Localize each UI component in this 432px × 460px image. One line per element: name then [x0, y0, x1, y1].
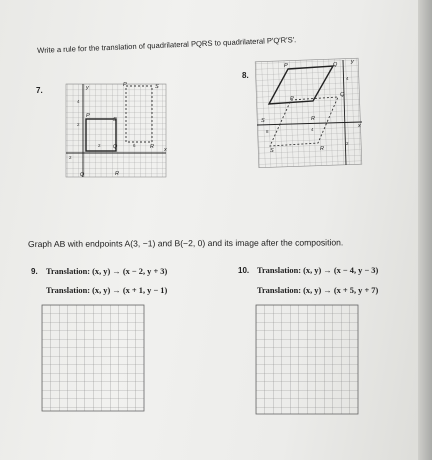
label-R-prime: R — [320, 146, 324, 152]
graph-7 — [66, 82, 167, 178]
tick-label: 4 — [311, 127, 314, 132]
label-Q-prime: Q — [113, 144, 118, 150]
label-P-prime: P — [290, 96, 294, 102]
tick-label: 2 — [77, 122, 80, 127]
graph-8 — [255, 58, 362, 168]
problem-9-translation-2: Translation: (x, y) → (x + 1, y − 1) — [46, 286, 168, 295]
problem-8-number: 8. — [242, 71, 249, 80]
label-y: y — [86, 85, 89, 91]
tick-label: 4 — [346, 76, 349, 81]
label-x: x — [358, 123, 361, 129]
label-Q: Q — [80, 172, 85, 178]
label-y: y — [351, 59, 354, 65]
label-x: x — [164, 147, 167, 153]
tick-label: 2 — [98, 143, 101, 148]
label-S-prime: S — [270, 148, 274, 154]
tick-label: 4 — [77, 99, 80, 104]
label-P: P — [284, 63, 288, 69]
problem-10-number: 10. — [238, 266, 250, 275]
tick-label: 6 — [133, 143, 136, 148]
tick-label: 2 — [346, 141, 349, 146]
label-P-prime: P — [123, 82, 127, 88]
graph-grid-9[interactable] — [42, 305, 144, 411]
tick-label: 8 — [266, 129, 269, 134]
problem-10-translation-1: Translation: (x, y) → (x − 4, y − 3) — [257, 266, 379, 275]
graph-grid-10[interactable] — [256, 305, 358, 414]
label-R: R — [311, 116, 315, 122]
label-P: P — [86, 113, 90, 119]
label-Q: Q — [333, 62, 338, 68]
problem-7-number: 7. — [36, 86, 43, 95]
label-S-prime: S — [155, 84, 159, 90]
label-S: S — [113, 117, 117, 123]
instruction-rule: Write a rule for the translation of quadrilateral PQRS to quadrilateral P′Q′R′S′. — [37, 35, 297, 55]
label-R: R — [115, 171, 119, 177]
instruction-graph: Graph AB with endpoints A(3, −1) and B(−2, 0) and its image after the composition. — [28, 237, 344, 249]
problem-10-translation-2: Translation: (x, y) → (x + 5, y + 7) — [257, 286, 379, 295]
problem-9-translation-1: Translation: (x, y) → (x − 2, y + 3) — [46, 267, 168, 276]
label-Q-prime: Q — [340, 92, 345, 98]
problem-9-number: 9. — [31, 267, 38, 276]
label-R-prime: R — [150, 144, 154, 150]
label-S: S — [261, 118, 265, 124]
tick-label: 2 — [69, 155, 72, 160]
